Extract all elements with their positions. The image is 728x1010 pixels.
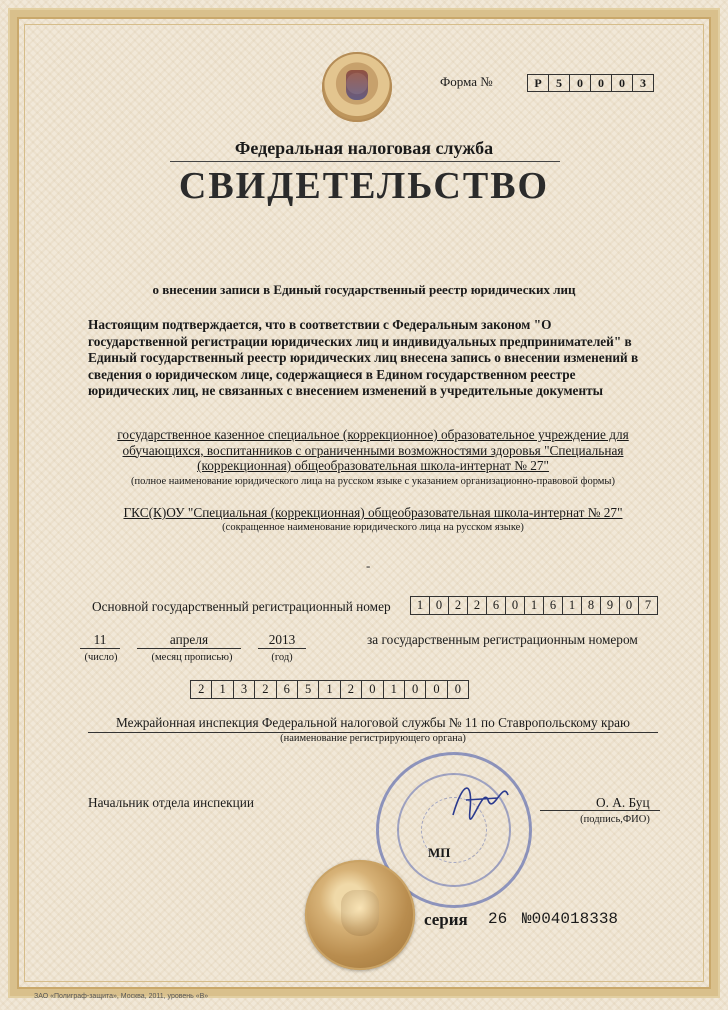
eagle-icon	[346, 70, 368, 100]
signatory-name: О. А. Буц	[596, 795, 650, 810]
grn-digit: 0	[426, 681, 447, 698]
grn-digit: 5	[298, 681, 319, 698]
signature-caption: (подпись,ФИО)	[580, 814, 650, 825]
eagle-icon	[341, 890, 379, 936]
series-label: серия	[424, 910, 468, 929]
form-code-char: 0	[570, 75, 591, 91]
ogrn-number	[410, 596, 658, 615]
ogrn-digit: 0	[506, 597, 525, 614]
ogrn-digit: 0	[430, 597, 449, 614]
handwritten-signature	[448, 770, 518, 830]
ogrn-digit: 6	[487, 597, 506, 614]
date-year: 2013	[258, 632, 306, 649]
series-number: №004018338	[522, 910, 619, 928]
form-code	[527, 74, 654, 92]
grn-digit: 0	[362, 681, 383, 698]
divider	[170, 161, 560, 162]
full-name-value: государственное казенное специальное (коррекционное) образовательное учреждение для обучающихся, воспитанников с ограниченными возможностями здоровья "Специальная (коррекционная) общеобразовательная школа-интернат № 27"	[117, 427, 629, 473]
grn-digit: 2	[191, 681, 212, 698]
signatory-title: Начальник отдела инспекции	[88, 795, 254, 810]
form-code-char: Р	[528, 75, 549, 91]
ogrn-digit: 1	[563, 597, 582, 614]
full-name-field	[88, 427, 658, 474]
ogrn-digit: 6	[544, 597, 563, 614]
ogrn-digit: 9	[601, 597, 620, 614]
date-month: апреля	[137, 632, 241, 649]
grn-label: за государственным регистрационным номером	[367, 632, 638, 647]
form-code-char: 0	[612, 75, 633, 91]
document-title: СВИДЕТЕЛЬСТВО	[178, 165, 550, 207]
ogrn-digit: 1	[525, 597, 544, 614]
series-region: 26	[488, 910, 508, 928]
empty-field-dash: -	[366, 558, 371, 573]
short-name-caption: (сокращенное наименование юридического лица на русском языке)	[222, 522, 524, 533]
ogrn-digit: 2	[468, 597, 487, 614]
form-code-char: 0	[591, 75, 612, 91]
authority-caption: (наименование регистрирующего органа)	[280, 733, 466, 744]
date-day: 11	[80, 632, 120, 649]
grn-digit: 1	[319, 681, 340, 698]
date-day-caption: (число)	[84, 652, 118, 663]
grn-digit: 0	[454, 682, 461, 696]
grn-digit: 1	[384, 681, 405, 698]
grn-digit: 2	[255, 681, 276, 698]
ogrn-digit: 0	[620, 597, 639, 614]
short-name-value: ГКС(К)ОУ "Специальная (коррекционная) общеобразовательная школа-интернат № 27"	[123, 505, 623, 520]
grn-digit: 0	[405, 681, 426, 698]
registering-authority: Межрайонная инспекция Федеральной налоговой службы № 11 по Ставропольскому краю	[88, 715, 658, 733]
ogrn-digit: 7	[644, 598, 652, 612]
printer-imprint: ЗАО «Полиграф-защита», Москва, 2011, уровень «В»	[34, 993, 209, 1000]
confirmation-paragraph: Настоящим подтверждается, что в соответствии с Федеральным законом "О государственной регистрации юридических лиц и индивидуальных предпринимателей" в Единый государственный реестр юридических лиц внесена запись о внесении изменений в сведения о юридическом лице, содержащиеся в Едином государственном реестре юридических лиц, не связанных с внесением изменений в учредительные документы	[88, 317, 639, 398]
form-code-char: 3	[640, 76, 646, 90]
ogrn-digit: 8	[582, 597, 601, 614]
coat-of-arms-emblem	[322, 52, 392, 122]
grn-digit: 3	[234, 681, 255, 698]
grn-digit: 2	[341, 681, 362, 698]
seal-place-label: МП	[428, 845, 451, 860]
ogrn-digit: 1	[411, 597, 430, 614]
form-label: Форма №	[440, 74, 493, 89]
date-month-caption: (месяц прописью)	[151, 652, 233, 663]
grn-digit: 1	[212, 681, 233, 698]
ogrn-label: Основной государственный регистрационный номер	[92, 599, 391, 614]
date-year-caption: (год)	[271, 652, 293, 663]
document-subtitle: о внесении записи в Единый государственный реестр юридических лиц	[152, 282, 576, 297]
form-code-char: 5	[549, 75, 570, 91]
ogrn-digit: 2	[449, 597, 468, 614]
grn-number	[190, 680, 469, 699]
gold-seal-hologram	[305, 860, 415, 970]
grn-digit: 6	[277, 681, 298, 698]
full-name-caption: (полное наименование юридического лица на русском языке с указанием организационно-правовой формы)	[131, 476, 615, 487]
agency-name: Федеральная налоговая служба	[234, 138, 494, 158]
